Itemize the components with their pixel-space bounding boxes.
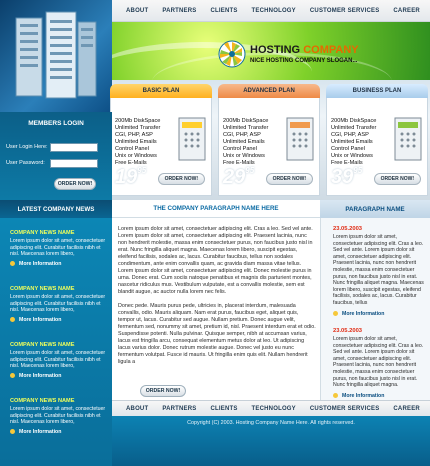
- main-content: [118, 226, 316, 373]
- news-date: 23.05.2003: [333, 226, 363, 232]
- user-login-input[interactable]: [50, 143, 98, 152]
- bullet-icon: [10, 373, 15, 378]
- members-login: [0, 112, 112, 200]
- plan-title: ADVANCED PLAN: [218, 84, 320, 98]
- plan-business: [326, 84, 428, 196]
- brand-name-part1: HOSTING: [250, 44, 301, 56]
- news-title: COMPANY NEWS NAME: [10, 230, 75, 236]
- plan-features: 200Mb DiskSpace Unlimited Transfer CGI, PHP, ASP Unlimited Emails Control Panel Unix or Windows Free E-Mails: [223, 118, 269, 166]
- nav-technology[interactable]: TECHNOLOGY: [251, 7, 296, 14]
- news-item: [10, 286, 106, 323]
- nav-about[interactable]: ABOUT: [126, 7, 149, 14]
- order-now-button[interactable]: ORDER NOW!: [266, 173, 313, 185]
- plan-features: 200Mb DiskSpace Unlimited Transfer CGI, PHP, ASP Unlimited Emails Control Panel Unix or Windows Free E-Mails: [331, 118, 377, 166]
- order-now-button[interactable]: ORDER NOW!: [158, 173, 205, 185]
- news-item: [10, 230, 106, 267]
- footer-nav-clients[interactable]: CLIENTS: [210, 405, 238, 412]
- login-submit-button[interactable]: ORDER NOW!: [54, 178, 96, 190]
- bottom-nav: [112, 400, 430, 416]
- news-title: COMPANY NEWS NAME: [10, 398, 75, 404]
- main-paragraph: Donec pede. Mauris purus pede, ultricies in, placerat interdum, malesuada convallis, odio. Mauris aliquam. Nam erat purus, faucibus eget, aliquet quis, tempor ut, lacus. Curabitur sed augue. Nullam pretium. Donec augue velit, fermentum sed, nonummy sit amet, pretium id, nisl. Praesent interdum erat et odio. Suspendisse potenti. Nulla pulvinar. Quisque semper, nibh at accumsan varius, lacus est fringilla arcu, consequat elementum metus dolor at leo. Ut adipiscing lacus varius dolor. Donec rutrum molestie augue. Donec vel justo eu nunc fermentum volutpat. Fusce id mauris. Ut fringilla enim quis elit. Nullam hendrerit ligula a: [118, 303, 316, 365]
- nav-clients[interactable]: CLIENTS: [210, 7, 238, 14]
- right-column: [320, 218, 430, 400]
- news-text: Lorem ipsum dolor sit amet, consectetuer adipiscing elit. Curabitur facilisis nibh et nisl. Maecenas lorem libero,: [10, 294, 106, 313]
- main-header: THE COMPANY PARAGRAPH NAME HERE: [112, 200, 320, 218]
- bullet-icon: [333, 311, 338, 316]
- footer-nav-career[interactable]: CAREER: [393, 405, 420, 412]
- news-list: [0, 218, 112, 466]
- news-more-link[interactable]: More Information: [10, 261, 106, 267]
- footer-nav-about[interactable]: ABOUT: [126, 405, 149, 412]
- header-server-image: [0, 0, 112, 112]
- news-item: [10, 398, 106, 435]
- right-more-link[interactable]: More Information: [333, 311, 427, 317]
- footer-nav-technology[interactable]: TECHNOLOGY: [251, 405, 296, 412]
- server-tower-icon: [393, 116, 423, 162]
- plan-features: 200Mb DiskSpace Unlimited Transfer CGI, PHP, ASP Unlimited Emails Control Panel Unix or Windows Free E-Mails: [115, 118, 161, 166]
- news-more-link[interactable]: More Information: [10, 373, 106, 379]
- news-text: Lorem ipsum dolor sit amet, consectetuer adipiscing elit. Cras a leo. Sed vel ante. Lorem ipsum dolor sit amet, consectetuer adipiscing elit. Praesent lacinia, nunc non hendrerit molestie, massa enim consectetuer purus, non faucibus justo nisl in erat. Nunc fringilla aliquet magna.: [333, 336, 424, 389]
- brand-slogan: NICE HOSTING COMPANY SLOGAN...: [250, 58, 358, 64]
- plan-advanced: [218, 84, 320, 196]
- password-input[interactable]: [50, 159, 98, 168]
- nav-career[interactable]: CAREER: [393, 7, 420, 14]
- user-login-label: User Login Here:: [6, 144, 48, 150]
- order-now-button[interactable]: ORDER NOW!: [374, 173, 421, 185]
- copyright: Copyright (C) 2003. Hosting Company Name Here. All rights reserved.: [187, 420, 355, 426]
- top-nav: [112, 0, 430, 22]
- main-paragraph: Lorem ipsum dolor sit amet, consectetuer adipiscing elit. Cras a leo. Sed vel ante. Lorem ipsum dolor sit amet, consectetuer adipiscing elit. Praesent lacinia, nunc non hendrerit molestie, massa enim consectetuer purus, non faucibus justo nisl in erat. Nunc fringilla aliquet magna. Maecenas lorem libero, suscipit egestas, eleifend facilisis, sodales ac, lacus. Curabitur faucibus, tellus non sodales condimentum, ante enim convallis quam, ac gravida diam massa vitae tellus. Lorem ipsum dolor sit amet, consectetuer adipiscing elit. Donec molestie purus in urna. Donec erat. Cum sociis natoque penatibus et magnis dis parturient montes, nascetur ridiculus mus. Vestibulum vulputate, est a convallis molestie, sem est blandit augue, ac auctor nulla lorem nec felis.: [118, 226, 313, 295]
- news-item: [10, 342, 106, 379]
- news-title: COMPANY NEWS NAME: [10, 286, 75, 292]
- server-tower-icon: [285, 116, 315, 162]
- footer-nav-customer-services[interactable]: CUSTOMER SERVICES: [309, 405, 380, 412]
- right-header: PARAGRAPH NAME: [320, 200, 430, 218]
- nav-customer-services[interactable]: CUSTOMER SERVICES: [309, 7, 380, 14]
- plan-price: $39^{95}$: [331, 166, 363, 188]
- news-title: COMPANY NEWS NAME: [10, 342, 75, 348]
- news-date: 23.05.2003: [333, 328, 363, 334]
- server-racks-icon: [6, 10, 102, 106]
- server-tower-icon: [177, 116, 207, 162]
- news-text: Lorem ipsum dolor sit amet, consectetuer adipiscing elit. Curabitur facilisis nibh et nisl. Maecenas lorem libero,: [10, 238, 106, 257]
- footer: [112, 416, 430, 466]
- news-text: Lorem ipsum dolor sit amet, consectetuer adipiscing elit. Cras a leo. Sed vel ante. Lorem ipsum dolor sit amet, consectetuer adipiscing elit. Praesent lacinia, nunc non hendrerit molestie, massa enim consectetuer purus, non faucibus justo nisl in erat. Nunc fringilla aliquet magna. Maecenas lorem libero, suscipit egestas, eleifend facilisis, sodales ac, lacus. Curabitur faucibus, tellus: [333, 234, 424, 306]
- plan-basic: [110, 84, 212, 196]
- main-order-button[interactable]: ORDER NOW!: [140, 385, 186, 397]
- bullet-icon: [10, 317, 15, 322]
- right-news-item: [333, 328, 427, 399]
- news-text: Lorem ipsum dolor sit amet, consectetuer adipiscing elit. Curabitur facilisis nibh et nisl. Maecenas lorem libero,: [10, 406, 106, 425]
- news-header: LATEST COMPANY NEWS: [0, 200, 112, 218]
- bullet-icon: [10, 429, 15, 434]
- plan-price: $19^{95}$: [115, 166, 147, 188]
- plan-title: BASIC PLAN: [110, 84, 212, 98]
- news-text: Lorem ipsum dolor sit amet, consectetuer adipiscing elit. Curabitur facilisis nibh et nisl. Maecenas lorem libero,: [10, 350, 106, 369]
- right-news-item: [333, 226, 427, 317]
- footer-nav-partners[interactable]: PARTNERS: [162, 405, 197, 412]
- bullet-icon: [333, 393, 338, 398]
- nav-partners[interactable]: PARTNERS: [162, 7, 197, 14]
- brand-logo[interactable]: [216, 38, 386, 70]
- brand-name-part2: COMPANY: [303, 44, 359, 56]
- bullet-icon: [10, 261, 15, 266]
- password-label: User Password:: [6, 160, 45, 166]
- plan-price: $29^{95}$: [223, 166, 255, 188]
- right-more-link[interactable]: More Information: [333, 393, 427, 399]
- brand-name: [250, 44, 359, 56]
- logo-sunburst-icon: [218, 40, 246, 68]
- news-more-link[interactable]: More Information: [10, 317, 106, 323]
- plan-title: BUSINESS PLAN: [326, 84, 428, 98]
- login-title: MEMBERS LOGIN: [28, 120, 84, 127]
- news-more-link[interactable]: More Information: [10, 429, 106, 435]
